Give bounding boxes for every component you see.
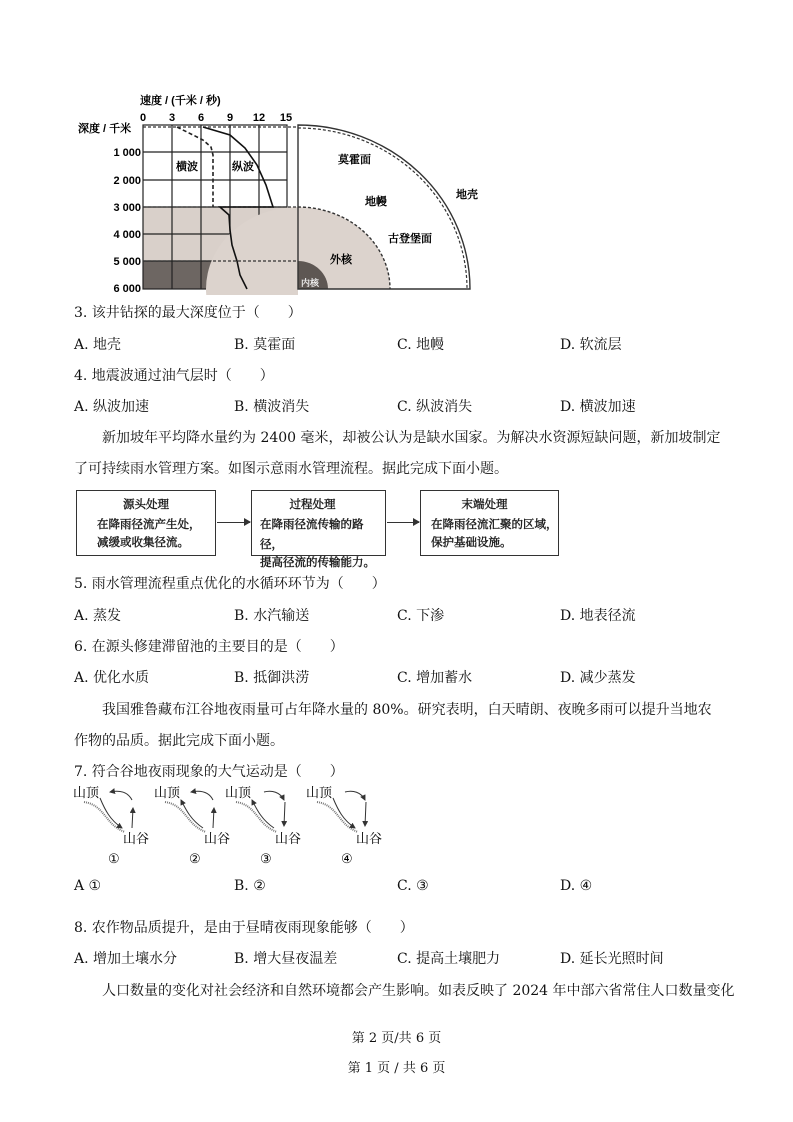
depth-axis-label: 深度 / 千米 <box>78 123 132 135</box>
valley-wind-diagrams <box>70 780 400 870</box>
passage-yarlung: 我国雅鲁藏布江谷地夜雨量可占年降水量的 80%。研究表明，白天晴朗、夜晚多雨可以提升当地农作物的品质。据此完成下面小题。 <box>74 702 712 749</box>
depth-tick: 1 000 <box>113 147 141 159</box>
depth-tick: 3 000 <box>113 202 141 214</box>
speed-tick: 3 <box>168 112 176 124</box>
flow-arrow <box>387 522 419 523</box>
flow-step-process <box>251 490 386 569</box>
q7-option-c[interactable]: C. ③ <box>397 878 429 894</box>
peak-label: 山顶 <box>225 786 252 801</box>
q3-option-c[interactable]: C. 地幔 <box>397 337 445 353</box>
flow-step-text: 在降雨径流汇聚的区域， <box>431 517 558 531</box>
q7-option-a[interactable]: A ① <box>74 878 102 894</box>
q4-option-d[interactable]: D. 横波加速 <box>560 399 636 415</box>
valley-label: 山谷 <box>123 832 150 847</box>
q3-option-a[interactable]: A. 地壳 <box>74 337 122 353</box>
outer-core-label: 外核 <box>330 254 352 266</box>
speed-tick: 12 <box>252 112 266 124</box>
q7-option-d[interactable]: D. ④ <box>560 878 593 894</box>
inner-page-number: 第 2 页/共 6 页 <box>351 1031 442 1046</box>
flow-step-text: 保护基础设施。 <box>431 535 512 549</box>
gutenberg-label: 古登堡面 <box>388 233 432 245</box>
passage-population: 人口数量的变化对社会经济和自然环境都会产生影响。如表反映了 2024 年中部六省常住人口数量变化 <box>102 983 735 999</box>
q6-option-b[interactable]: B. 抵御洪涝 <box>234 670 310 686</box>
s-wave-label: 横波 <box>176 161 198 173</box>
q7-option-b[interactable]: B. ② <box>234 878 266 894</box>
valley-label: 山谷 <box>275 832 302 847</box>
depth-tick: 2 000 <box>113 175 141 187</box>
flow-step-title: 源头处理 <box>123 497 169 511</box>
q4-option-a[interactable]: A. 纵波加速 <box>74 399 150 415</box>
flow-arrow <box>217 522 250 523</box>
q6-option-a[interactable]: A. 优化水质 <box>74 670 150 686</box>
q3-option-d[interactable]: D. 软流层 <box>560 337 622 353</box>
peak-label: 山顶 <box>306 786 333 801</box>
question-3-stem: 3. 该井钻探的最大深度位于（ ） <box>74 305 302 321</box>
q4-option-c[interactable]: C. 纵波消失 <box>397 399 473 415</box>
question-8-stem: 8. 农作物品质提升，是由于昼晴夜雨现象能够（ ） <box>74 920 414 936</box>
speed-tick: 15 <box>279 112 293 124</box>
depth-ticks <box>113 147 141 295</box>
valley-label: 山谷 <box>204 832 231 847</box>
q4-option-b[interactable]: B. 横波消失 <box>234 399 310 415</box>
speed-tick: 0 <box>139 112 147 124</box>
peak-label: 山顶 <box>73 786 100 801</box>
q8-option-a[interactable]: A. 增加土壤水分 <box>74 951 178 967</box>
diagram-3 <box>225 786 301 867</box>
inner-core-label: 内核 <box>301 278 320 288</box>
flow-step-source <box>76 490 216 556</box>
flow-step-text: 提高径流的传输能力。 <box>260 555 375 569</box>
flow-step-end <box>420 490 559 556</box>
flow-step-title: 末端处理 <box>461 497 508 511</box>
question-4-stem: 4. 地震波通过油气层时（ ） <box>74 368 274 384</box>
question-7-stem: 7. 符合谷地夜雨现象的大气运动是（ ） <box>74 764 344 780</box>
flow-step-title: 过程处理 <box>289 497 336 511</box>
diagram-1 <box>73 786 149 867</box>
q3-option-b[interactable]: B. 莫霍面 <box>234 337 296 353</box>
diagram-number: ② <box>189 852 201 867</box>
valley-label: 山谷 <box>356 832 383 847</box>
q6-option-c[interactable]: C. 增加蓄水 <box>397 670 473 686</box>
speed-tick: 9 <box>226 112 234 124</box>
question-5-stem: 5. 雨水管理流程重点优化的水循环环节为（ ） <box>74 576 386 592</box>
depth-tick: 4 000 <box>113 229 141 241</box>
p-wave-label: 纵波 <box>232 161 254 173</box>
passage-singapore: 新加坡年平均降水量约为 2400 毫米，却被公认为是缺水国家。为解决水资源短缺问题，新加坡制定了可持续雨水管理方案。如图示意雨水管理流程。据此完成下面小题。 <box>74 430 721 477</box>
flow-step-text: 在降雨径流产生处， <box>97 517 201 531</box>
q6-option-d[interactable]: D. 减少蒸发 <box>560 670 636 686</box>
diagram-number: ③ <box>260 852 272 867</box>
diagram-number: ① <box>108 852 120 867</box>
q5-option-b[interactable]: B. 水汽输送 <box>234 608 310 624</box>
mantle-label: 地幔 <box>365 196 387 208</box>
diagram-4 <box>306 786 382 867</box>
question-6-stem: 6. 在源头修建滞留池的主要目的是（ ） <box>74 639 344 655</box>
peak-label: 山顶 <box>154 786 181 801</box>
flow-step-text: 在降雨径流传输的路径， <box>260 517 364 551</box>
depth-tick: 6 000 <box>113 283 141 295</box>
diagram-number: ④ <box>341 852 353 867</box>
speed-axis-label: 速度 / (千米 / 秒) <box>140 95 221 107</box>
speed-tick: 6 <box>197 112 205 124</box>
q5-option-c[interactable]: C. 下渗 <box>397 608 445 624</box>
q8-option-b[interactable]: B. 增大昼夜温差 <box>234 951 338 967</box>
diagram-2 <box>154 786 230 867</box>
depth-tick: 5 000 <box>113 256 141 268</box>
seismic-wave-figure <box>70 85 490 295</box>
speed-ticks <box>140 112 292 124</box>
q8-option-c[interactable]: C. 提高土壤肥力 <box>397 951 501 967</box>
moho-label: 莫霍面 <box>338 154 371 166</box>
q5-option-d[interactable]: D. 地表径流 <box>560 608 636 624</box>
crust-label: 地壳 <box>456 189 478 201</box>
q8-option-d[interactable]: D. 延长光照时间 <box>560 951 664 967</box>
q5-option-a[interactable]: A. 蒸发 <box>74 608 122 624</box>
flow-step-text: 减缓或收集径流。 <box>97 535 189 549</box>
outer-page-number: 第 1 页 / 共 6 页 <box>347 1061 446 1076</box>
